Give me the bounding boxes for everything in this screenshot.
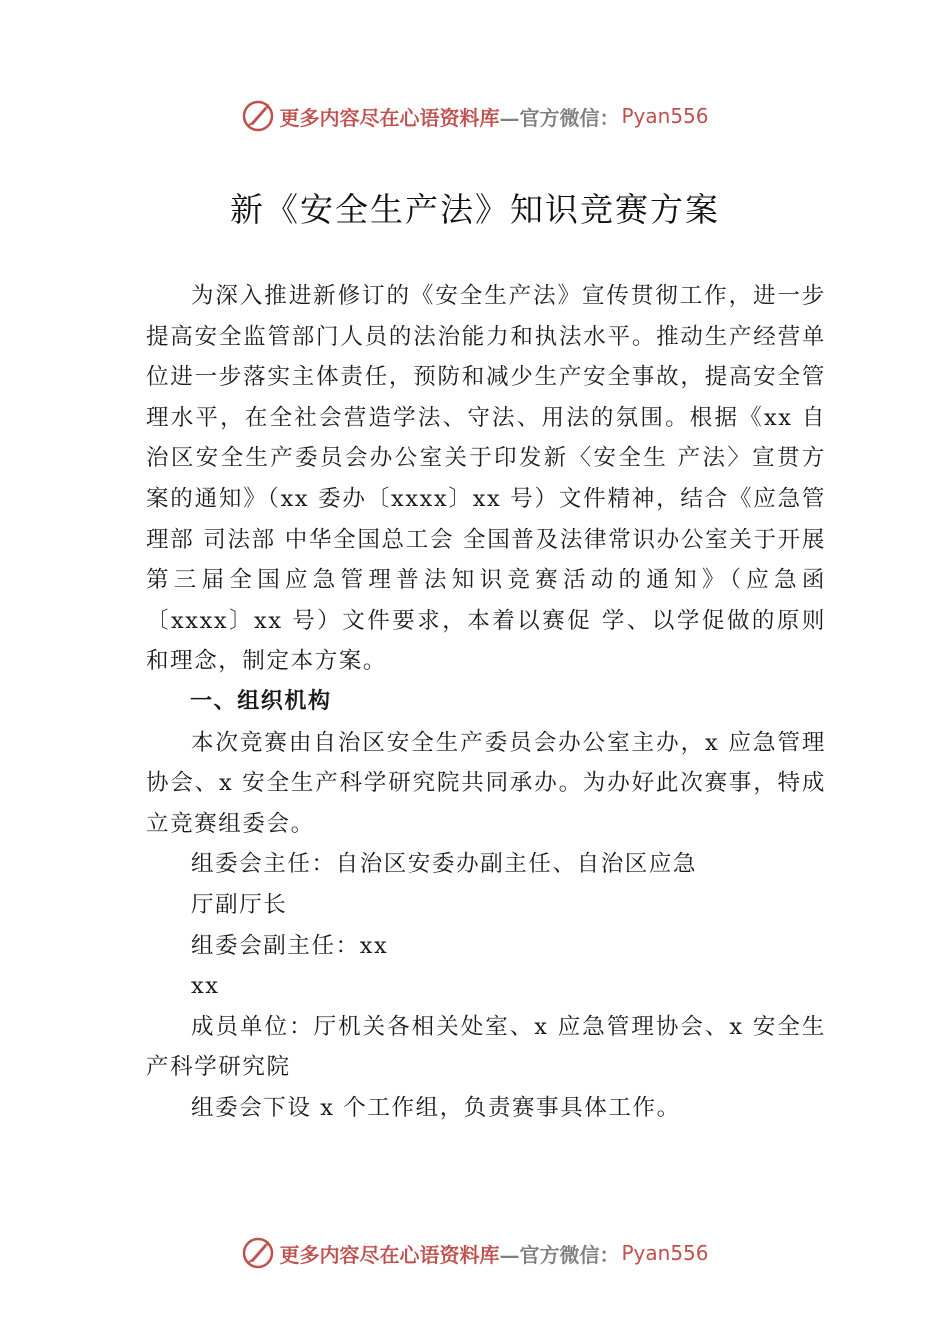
quill-pen-logo-icon [241, 99, 275, 133]
organization-paragraph: 本次竞赛由自治区安全生产委员会办公室主办，x 应急管理协会、x 安全生产科学研究院共同承办。为办好此次赛事，特成立竞赛组委会。 [146, 729, 826, 837]
section-heading-organization: 一、组织机构 [190, 688, 332, 714]
watermark-brand-text: 更多内容尽在心语资料库 [279, 105, 500, 130]
intro-paragraph: 为深入推进新修订的《安全生产法》宣传贯彻工作，进一步提高安全监管部门人员的法治能力和执法水平。推动生产经营单位进一步落实主体责任，预防和减少生产安全事故，提高安全管理水平，在全社会营造学法、守法、用法的氛围。根据《xx 自治区安全生产委员会办公室关于印发新〈安全生 产法〉宣贯方案的通知》（xx 委办〔xxxx〕xx 号）文件精神，结合《应急管理部 司法部 中华全国总工会 全国普及法律常识办公室关于开展第三届全国应急管理普法知识竞赛活动的通知》（应急函〔xxxx〕xx 号）文件要求，本着以赛促 学、以学促做的原则和理念，制定本方案。 [146, 283, 826, 675]
member-units-paragraph: 成员单位：厅机关各相关处室、x 应急管理协会、x 安全生产科学研究院 [146, 1013, 826, 1081]
watermark-wechat-id: Pyan556 [621, 1241, 709, 1265]
watermark-brand-text: 更多内容尽在心语资料库 [279, 1242, 500, 1267]
director-line: 组委会主任：自治区安委办副主任、自治区应急 [191, 851, 698, 878]
watermark-label-text: —官方微信： [499, 105, 620, 130]
workgroups-line: 组委会下设 x 个工作组，负责赛事具体工作。 [191, 1094, 681, 1121]
deputy-director-continued: xx [191, 973, 220, 1000]
footer-watermark [0, 1233, 950, 1273]
header-watermark [0, 96, 950, 136]
watermark-wechat-id: Pyan556 [621, 104, 709, 128]
document-body [146, 276, 826, 1128]
quill-pen-logo-icon [241, 1236, 275, 1270]
director-line-continued: 厅副厅长 [191, 891, 288, 918]
document-title: 新《安全生产法》知识竞赛方案 [230, 190, 720, 229]
deputy-director-line: 组委会副主任：xx [191, 932, 389, 959]
watermark-label-text: —官方微信： [499, 1242, 620, 1267]
